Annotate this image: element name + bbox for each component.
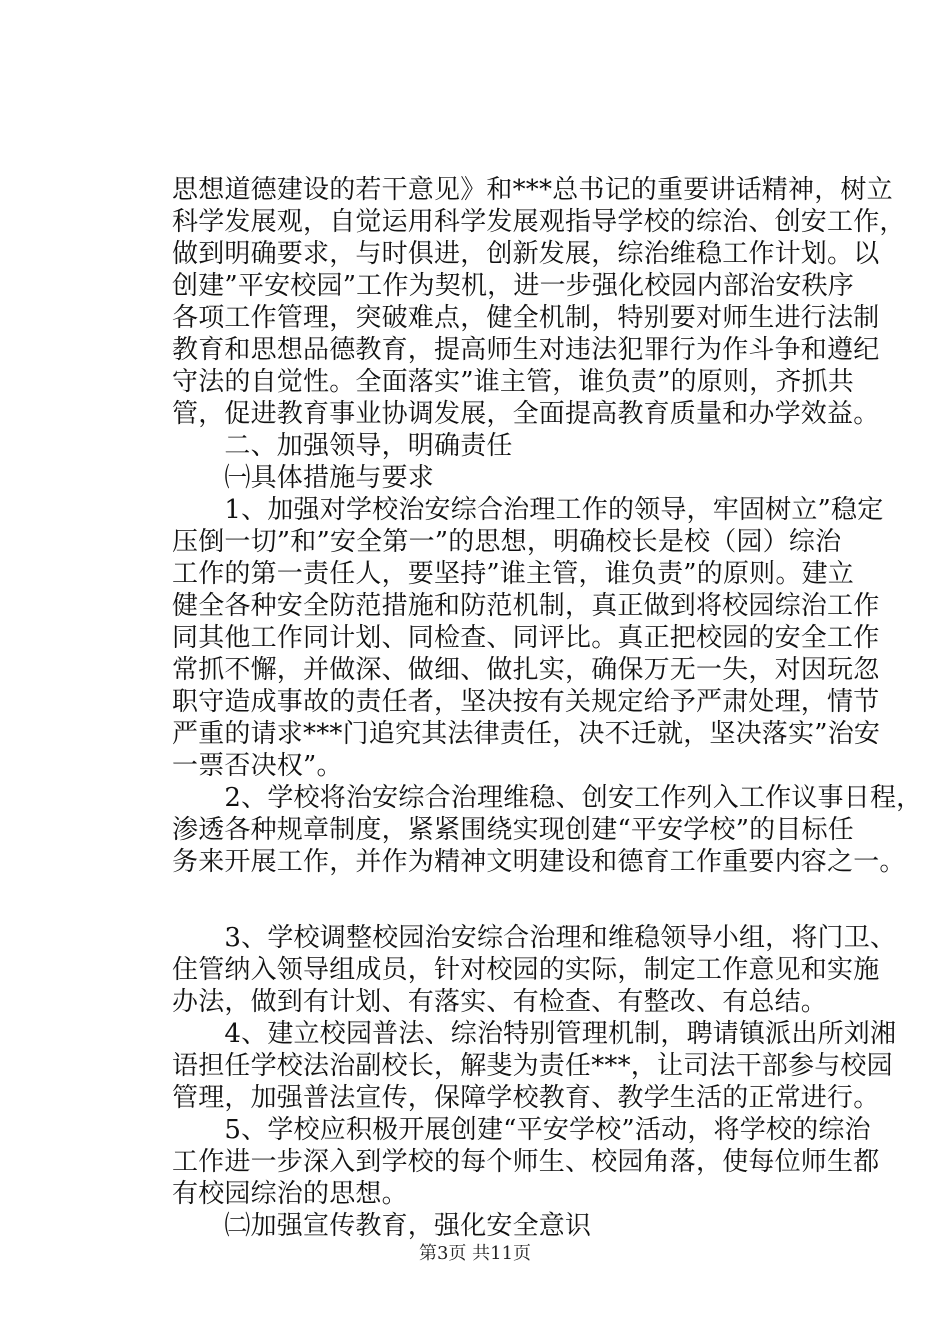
text-line: 守法的自觉性。全面落实”谁主管，谁负责”的原则，齐抓共	[172, 367, 854, 397]
subsection-heading: ㈠具体措施与要求	[172, 463, 435, 493]
section-heading: 二、加强领导，明确责任	[172, 431, 513, 461]
text-line: 5、学校应积极开展创建“平安学校”活动，将学校的综治	[172, 1115, 871, 1145]
text-line: 3、学校调整校园治安综合治理和维稳领导小组，将门卫、	[172, 923, 897, 953]
page-footer: 第3页 共11页	[418, 1243, 532, 1264]
text-line: 思想道德建设的若干意见》和***总书记的重要讲话精神，树立	[172, 175, 893, 205]
text-line: 严重的请求***门追究其法律责任，决不迁就，坚决落实”治安	[172, 719, 881, 749]
text-line: 做到明确要求，与时俱进，创新发展，综治维稳工作计划。以	[172, 239, 880, 269]
text-line: 有校园综治的思想。	[172, 1179, 408, 1209]
text-line: 语担任学校法治副校长，解斐为责任***，让司法干部参与校园	[172, 1051, 893, 1081]
subsection-heading: ㈡加强宣传教育，强化安全意识	[172, 1211, 592, 1241]
text-line: 管理，加强普法宣传，保障学校教育、教学生活的正常进行。	[172, 1083, 880, 1113]
text-line: 同其他工作同计划、同检查、同评比。真正把校园的安全工作	[172, 623, 880, 653]
text-line: 教育和思想品德教育，提高师生对违法犯罪行为作斗争和遵纪	[172, 335, 880, 365]
text-line: 2、学校将治安综合治理维稳、创安工作列入工作议事日程，	[172, 783, 923, 813]
text-line: 常抓不懈，并做深、做细、做扎实，确保万无一失，对因玩忽	[172, 655, 880, 685]
text-line: 管，促进教育事业协调发展，全面提高教育质量和办学效益。	[172, 399, 880, 429]
body-text	[172, 174, 923, 1242]
text-line: 各项工作管理，突破难点，健全机制，特别要对师生进行法制	[172, 303, 880, 333]
paragraph-gap	[172, 878, 872, 922]
text-line: 工作的第一责任人，要坚持”谁主管，谁负责”的原则。建立	[172, 559, 854, 589]
text-line: 科学发展观，自觉运用科学发展观指导学校的综治、创安工作，	[172, 207, 906, 237]
text-line: 4、建立校园普法、综治特别管理机制，聘请镇派出所刘湘	[172, 1019, 897, 1049]
text-line: 住管纳入领导组成员，针对校园的实际，制定工作意见和实施	[172, 955, 880, 985]
text-line: 渗透各种规章制度，紧紧围绕实现创建“平安学校”的目标任	[172, 815, 854, 845]
text-line: 1、加强对学校治安综合治理工作的领导，牢固树立”稳定	[172, 495, 884, 525]
text-line: 创建”平安校园”工作为契机，进一步强化校园内部治安秩序	[172, 271, 854, 301]
text-line: 职守造成事故的责任者，坚决按有关规定给予严肃处理，情节	[172, 687, 880, 717]
text-line: 办法，做到有计划、有落实、有检查、有整改、有总结。	[172, 987, 828, 1017]
text-line: 一票否决权”。	[172, 751, 343, 781]
text-line: 压倒一切”和”安全第一”的思想，明确校长是校（园）综治	[172, 527, 842, 557]
text-line: 务来开展工作，并作为精神文明建设和德育工作重要内容之一。	[172, 847, 906, 877]
text-line: 工作进一步深入到学校的每个师生、校园角落，使每位师生都	[172, 1147, 880, 1177]
text-line: 健全各种安全防范措施和防范机制，真正做到将校园综治工作	[172, 591, 880, 621]
